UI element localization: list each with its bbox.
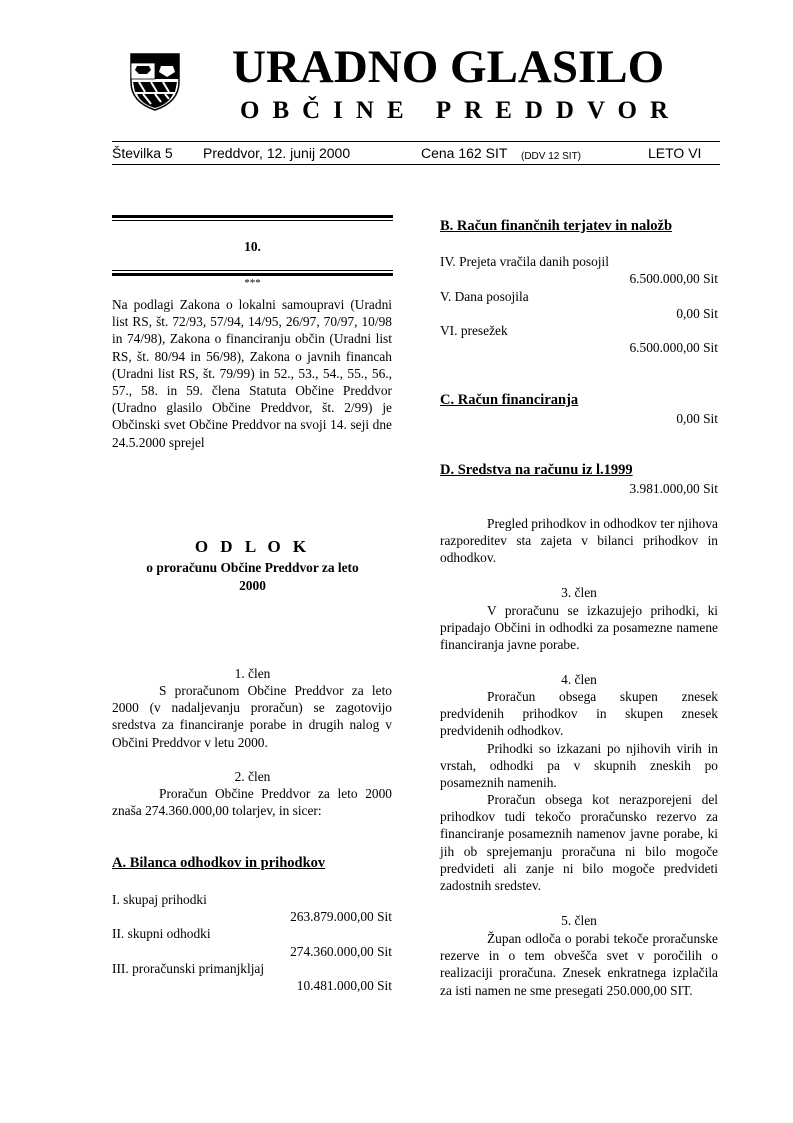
financing-account-value: 0,00 Sit	[676, 411, 718, 426]
total-expenditure-label: II. skupni odhodki	[112, 926, 211, 941]
article-1-text: S proračunom Občine Preddvor za leto 2000 (v nadaljevanju proračun) se zagotovijo sredstva za financiranje porabe in drugih nalog v Občini Preddvor v letu 2000.	[112, 683, 392, 750]
article-5-text: Župan odloča o porabi tekoče proračunske rezerve in o tem obvešča svet v poročilih o realizaciji proračuna. Znesek enkratnega izplačila za isti namen ne sme presegati 250.000,00 SIT.	[440, 931, 718, 998]
municipal-crest-logo	[129, 52, 181, 112]
article-4-paragraph-3: Proračun obsega kot nerazporejeni del prihodkov tudi tekočo proračunsko rezervo za financiranje posameznih namenov javne porabe, ki jih ob sprejemanju proračuna ni bilo mogoče predvideti ali zanje ni bilo mogoče predvideti zadostnih sredstev.	[440, 792, 718, 894]
article-3-text: V proračunu se izkazujejo prihodki, ki pripadajo Občini in odhodki za posamezne namene financiranja javne porabe.	[440, 603, 718, 653]
issue-price: Cena 162 SIT	[421, 145, 508, 161]
article-5-heading: 5. člen	[561, 913, 597, 928]
separator-stars: ***	[244, 277, 261, 289]
article-2-heading: 2. člen	[234, 769, 271, 784]
account-funds-value: 3.981.000,00 Sit	[629, 481, 718, 496]
loan-repayments-label: IV. Prejeta vračila danih posojil	[440, 254, 609, 269]
loan-repayments-value: 6.500.000,00 Sit	[629, 271, 718, 286]
issue-year: LETO VI	[648, 145, 702, 161]
article-2-text: Proračun Občine Preddvor za leto 2000 znaša 274.360.000,00 tolarjev, in sicer:	[112, 786, 392, 819]
section-c-heading: C. Račun financiranja	[440, 392, 579, 408]
issue-place-date: Preddvor, 12. junij 2000	[203, 145, 351, 161]
section-b-heading: B. Račun finančnih terjatev in naložb	[440, 218, 673, 234]
left-double-rule-top	[112, 215, 393, 218]
left-rule-thin	[112, 220, 393, 221]
surplus-label: VI. presežek	[440, 323, 508, 338]
total-revenue-value: 263.879.000,00 Sit	[290, 909, 392, 924]
section-d-heading: D. Sredstva na računu iz l.1999	[440, 462, 633, 478]
odlok-heading: O D L O K	[194, 537, 311, 556]
preamble-paragraph: Na podlagi Zakona o lokalni samoupravi (Uradni list RS, št. 72/93, 57/94, 14/95, 26/97, 70/97, 10/98 in 74/98), Zakona o financiranju občin (Uradni list RS, št. 80/94 in 56/98), Zakona o javnih financah (Uradni list RS, št. 79/99) in 52., 53., 54., 55., 56., 57., 58. in 59. člena Statuta Občine Preddvor (Uradno glasilo Občine Preddvor, št. 2/99) je Občinski svet Občine Preddvor na svoji 14. seji dne 24.5.2000 sprejel	[112, 297, 392, 450]
loans-granted-value: 0,00 Sit	[676, 306, 718, 321]
odlok-subheading-1: o proračunu Občine Preddvor za leto	[146, 560, 359, 575]
header-bottom-rule	[112, 164, 720, 165]
article-4-paragraph-1: Proračun obsega skupen znesek predvidenih prihodkov in skupen znesek predvidenih odhodkov.	[440, 689, 718, 739]
header-top-rule	[112, 141, 720, 142]
section-a-heading: A. Bilanca odhodkov in prihodkov	[112, 855, 326, 871]
masthead-subtitle: OBČINE PREDDVOR	[240, 97, 682, 124]
left-rule-thin-2	[112, 270, 393, 271]
article-4-heading: 4. člen	[561, 672, 597, 687]
article-4-paragraph-2: Prihodki so izkazani po njihovih virih in vrstah, odhodki pa v skupnih zneskih po posameznih namenih.	[440, 741, 718, 791]
article-1-heading: 1. člen	[234, 666, 271, 681]
loans-granted-label: V. Dana posojila	[440, 289, 529, 304]
issue-vat: (DDV 12 SIT)	[521, 151, 582, 162]
decree-number: 10.	[244, 239, 261, 254]
issue-number: Številka 5	[112, 145, 173, 161]
budget-deficit-value: 10.481.000,00 Sit	[296, 978, 392, 993]
masthead-title: URADNO GLASILO	[232, 41, 665, 93]
odlok-subheading-2: 2000	[239, 578, 266, 593]
budget-deficit-label: III. proračunski primanjkljaj	[112, 961, 265, 976]
surplus-value: 6.500.000,00 Sit	[629, 340, 718, 355]
total-revenue-label: I. skupaj prihodki	[112, 892, 207, 907]
total-expenditure-value: 274.360.000,00 Sit	[290, 944, 392, 959]
overview-paragraph: Pregled prihodkov in odhodkov ter njihova razporeditev sta zajeta v bilanci prihodkov in odhodkov.	[440, 516, 718, 566]
article-3-heading: 3. člen	[561, 585, 597, 600]
